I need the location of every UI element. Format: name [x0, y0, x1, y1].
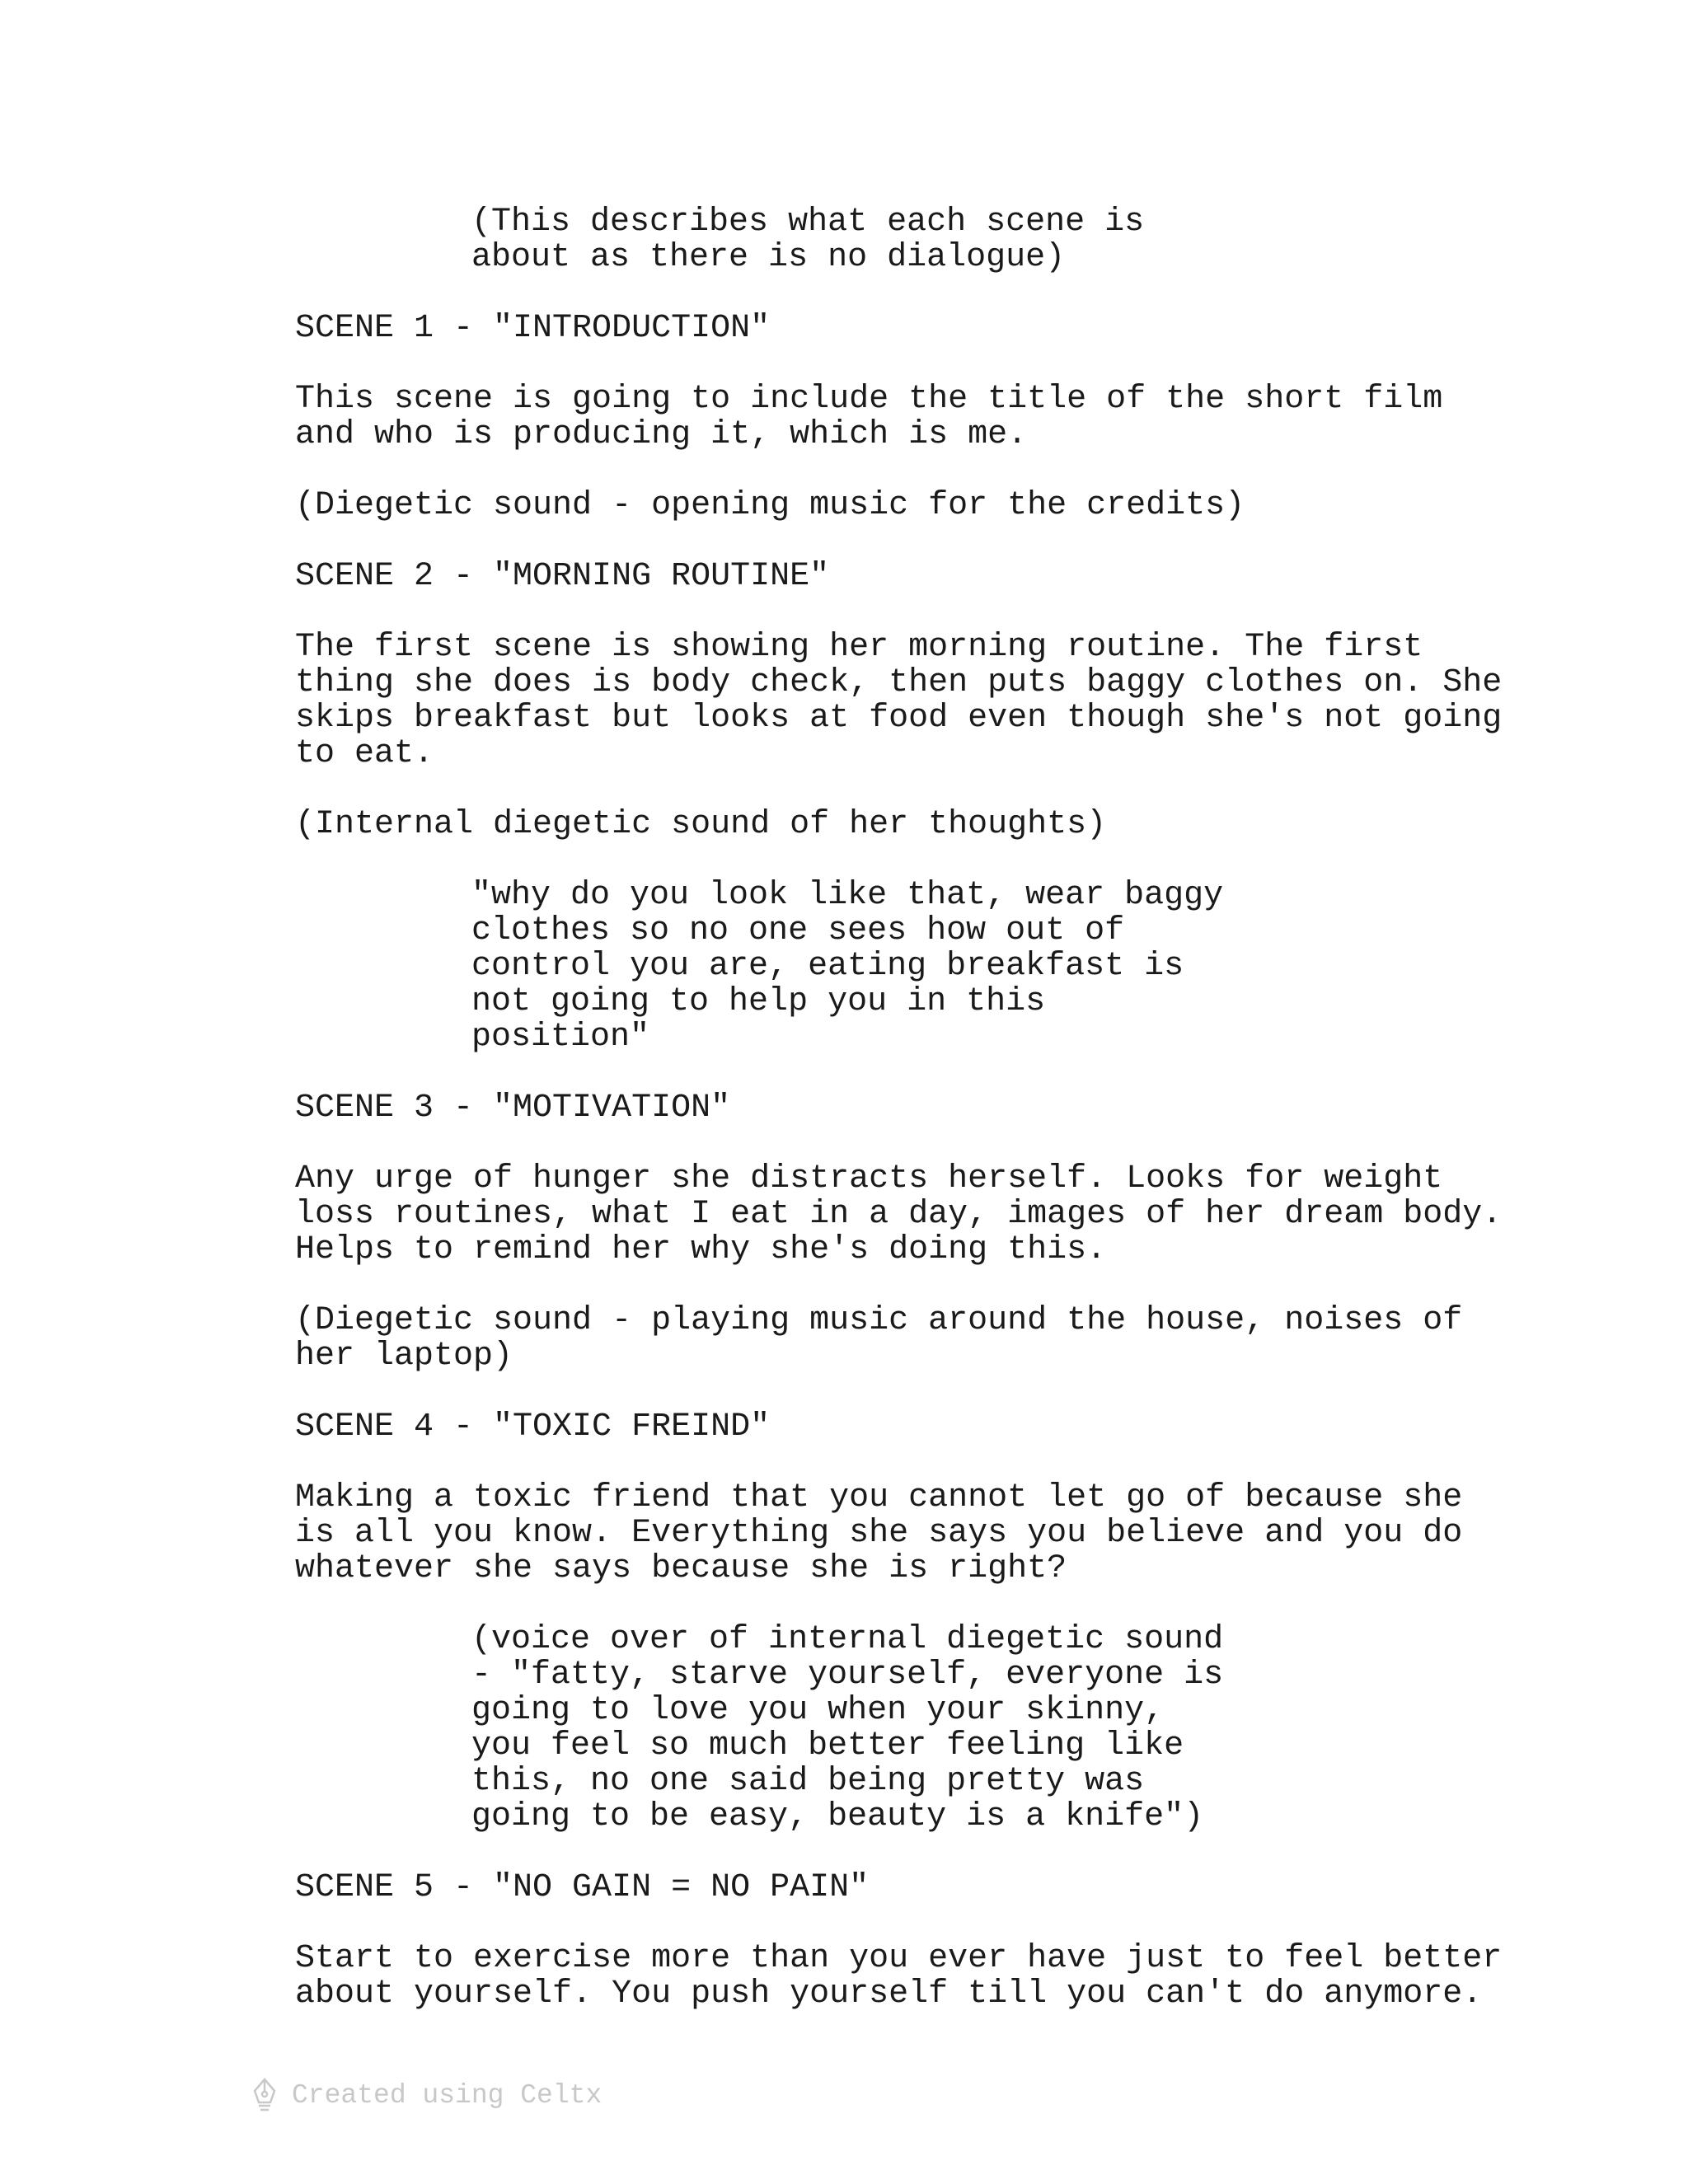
line: thing she does is body check, then puts baggy clothes on. She — [295, 664, 1503, 701]
line: (This describes what each scene is — [471, 204, 1145, 241]
parenthetical-intro — [471, 204, 1144, 275]
line: about yourself. You push yourself till you can't do anymore. — [295, 1975, 1483, 2013]
line: is all you know. Everything she says you believe and you do — [295, 1515, 1463, 1552]
line: (Diegetic sound - playing music around the house, noises of — [295, 1302, 1463, 1339]
scene-heading-4 — [295, 1409, 770, 1445]
line: SCENE 3 - "MOTIVATION" — [295, 1090, 731, 1127]
line: SCENE 2 - "MORNING ROUTINE" — [295, 558, 830, 595]
line: "why do you look like that, wear baggy — [471, 877, 1224, 914]
sound-note — [295, 488, 1245, 523]
line: control you are, eating breakfast is — [471, 948, 1184, 985]
action-block — [295, 1161, 1502, 1268]
line: to eat. — [295, 735, 434, 772]
celtx-footer — [252, 2077, 602, 2113]
scene-heading-1 — [295, 311, 770, 346]
line: SCENE 4 - "TOXIC FREIND" — [295, 1408, 771, 1446]
line: SCENE 5 - "NO GAIN = NO PAIN" — [295, 1869, 870, 1906]
scene-heading-3 — [295, 1090, 730, 1126]
line: (Internal diegetic sound of her thoughts) — [295, 806, 1107, 843]
line: going to be easy, beauty is a knife") — [471, 1798, 1204, 1835]
action-block — [295, 382, 1442, 452]
line: this, no one said being pretty was — [471, 1763, 1145, 1800]
action-block — [295, 1480, 1462, 1586]
line: you feel so much better feeling like — [471, 1727, 1184, 1765]
line: - "fatty, starve yourself, everyone is — [471, 1657, 1224, 1694]
footer-text: Created using Celtx — [292, 2079, 603, 2111]
line: going to love you when your skinny, — [471, 1692, 1165, 1729]
line: loss routines, what I eat in a day, images of her dream body. — [295, 1196, 1503, 1233]
sound-note — [295, 807, 1106, 842]
line: This scene is going to include the title of the short film — [295, 381, 1443, 418]
action-block — [295, 630, 1502, 771]
scene-heading-2 — [295, 559, 829, 594]
line: her laptop) — [295, 1338, 513, 1375]
line: Any urge of hunger she distracts herself. Looks for weight — [295, 1160, 1443, 1197]
line: Making a toxic friend that you cannot let go of because she — [295, 1479, 1463, 1516]
dialogue-block — [471, 1622, 1223, 1835]
action-block — [295, 1941, 1502, 2012]
line: whatever she says because she is right? — [295, 1550, 1067, 1587]
line: skips breakfast but looks at food even though she's not going — [295, 700, 1503, 737]
sound-note — [295, 1303, 1462, 1374]
line: (Diegetic sound - opening music for the credits) — [295, 487, 1245, 524]
line: The first scene is showing her morning routine. The first — [295, 629, 1423, 666]
line: about as there is no dialogue) — [471, 239, 1066, 276]
dialogue-block — [471, 878, 1223, 1055]
celtx-pen-icon — [252, 2078, 277, 2112]
line: (voice over of internal diegetic sound — [471, 1621, 1224, 1658]
scene-heading-5 — [295, 1870, 869, 1905]
line: Helps to remind her why she's doing this. — [295, 1231, 1107, 1268]
line: and who is producing it, which is me. — [295, 416, 1028, 453]
line: SCENE 1 - "INTRODUCTION" — [295, 310, 771, 347]
line: clothes so no one sees how out of — [471, 912, 1125, 949]
line: not going to help you in this — [471, 983, 1046, 1020]
line: Start to exercise more than you ever have just to feel better — [295, 1940, 1503, 1977]
line: position" — [471, 1019, 650, 1056]
